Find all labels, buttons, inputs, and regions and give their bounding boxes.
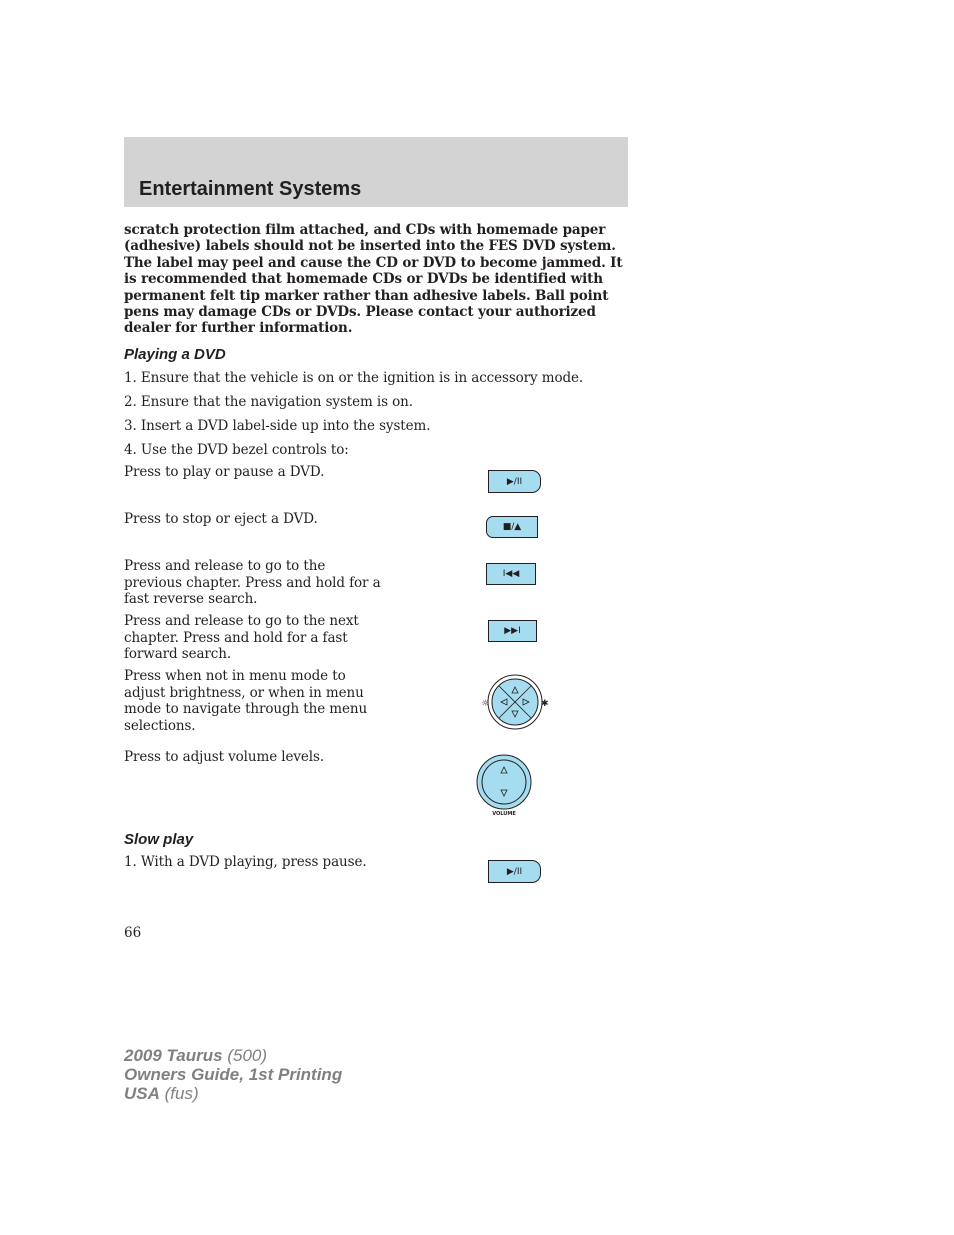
footer-model-code: (500) <box>227 1046 268 1065</box>
step-4: 4. Use the DVD bezel controls to: <box>124 442 349 458</box>
play-pause-instruction: Press to play or pause a DVD. <box>124 464 325 480</box>
page-number: 66 <box>124 925 142 941</box>
footer-edition-info <box>124 1046 342 1103</box>
step-1: 1. Ensure that the vehicle is on or the ignition is in accessory mode. <box>124 370 584 386</box>
directional-pad-icon <box>478 673 552 733</box>
previous-chapter-icon <box>486 563 536 585</box>
stop-eject-icon <box>486 516 538 538</box>
slow-play-step-1: 1. With a DVD playing, press pause. <box>124 854 367 870</box>
play-pause-icon <box>488 470 541 493</box>
footer-guide: Owners Guide, 1st Printing <box>124 1065 343 1084</box>
directional-pad-instruction: Press when not in menu mode to adjust brightness, or when in menu mode to navigate through the menu selections. <box>124 668 368 734</box>
stop-eject-symbol: ■/▲ <box>502 522 522 532</box>
footer-model: 2009 Taurus <box>124 1046 223 1065</box>
section-title: Entertainment Systems <box>139 178 362 200</box>
footer-region: USA <box>124 1084 160 1103</box>
step-3: 3. Insert a DVD label-side up into the system. <box>124 418 431 434</box>
play-pause-icon <box>488 860 541 883</box>
section-header-band <box>124 137 628 207</box>
slow-play-heading: Slow play <box>124 831 194 848</box>
play-pause-symbol: ▶/II <box>506 476 523 487</box>
playing-dvd-heading: Playing a DVD <box>124 346 226 363</box>
footer-line-2 <box>124 1065 342 1084</box>
dvd-handling-notice: scratch protection film attached, and CDs with homemade paper (adhesive) labels should not be inserted into the FES DVD system. The label may peel and cause the CD or DVD to become jammed. It is recommended that homemade CDs or DVDs be identified with permanent felt tip marker rather than adhesive labels. Ball point pens may damage CDs or DVDs. Please contact your authorized dealer for further information. <box>124 222 623 337</box>
volume-label: VOLUME <box>492 811 516 817</box>
previous-chapter-symbol: I◀◀ <box>502 569 520 579</box>
step-2: 2. Ensure that the navigation system is on. <box>124 394 413 410</box>
svg-text:☼: ☼ <box>481 699 490 709</box>
stop-eject-instruction: Press to stop or eject a DVD. <box>124 511 318 527</box>
previous-chapter-instruction: Press and release to go to the previous chapter. Press and hold for a fast reverse search. <box>124 558 381 607</box>
volume-knob-icon <box>472 751 536 819</box>
next-chapter-icon <box>488 620 537 642</box>
footer-region-code: (fus) <box>164 1084 199 1103</box>
next-chapter-instruction: Press and release to go to the next chapter. Press and hold for a fast forward search. <box>124 613 359 662</box>
svg-text:✱: ✱ <box>541 699 549 709</box>
volume-instruction: Press to adjust volume levels. <box>124 749 325 765</box>
footer-line-3 <box>124 1084 342 1103</box>
footer-line-1 <box>124 1046 342 1065</box>
play-pause-symbol: ▶/II <box>506 866 523 877</box>
next-chapter-symbol: ▶▶I <box>504 626 521 636</box>
